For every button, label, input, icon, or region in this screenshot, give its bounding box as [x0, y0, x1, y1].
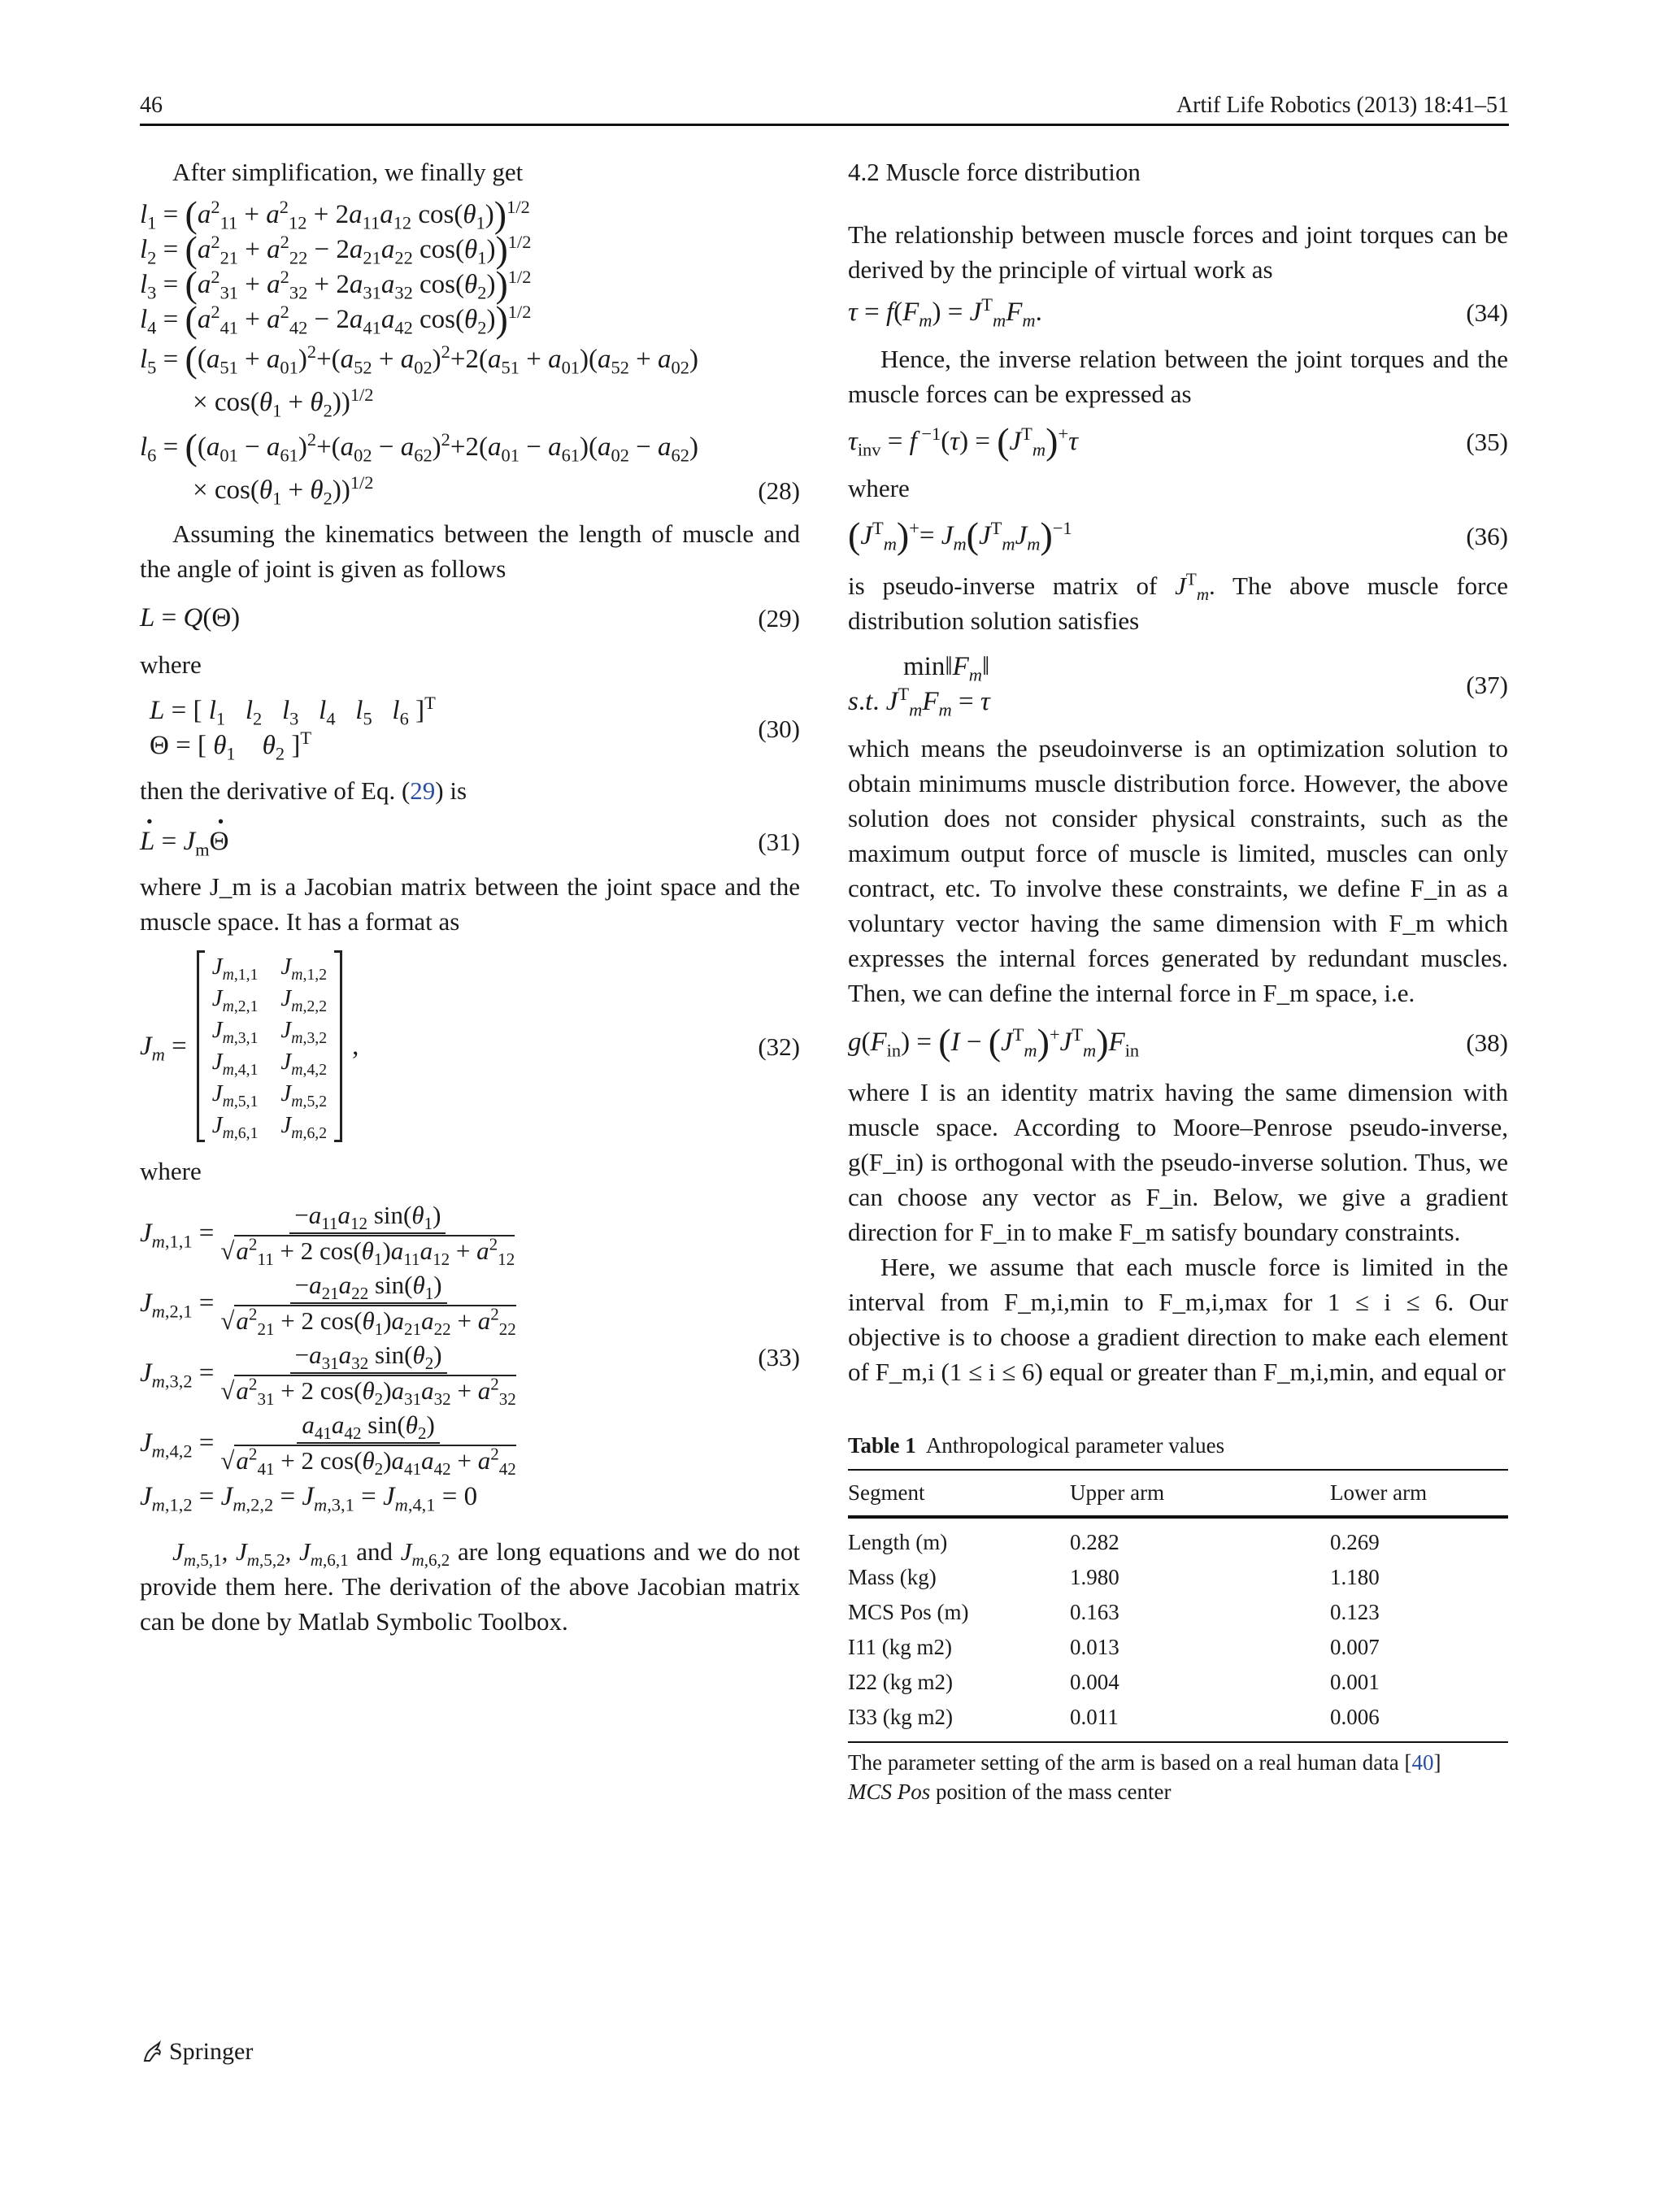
optimization-paragraph: which means the pseudoinverse is an optimization solution to obtain minimums muscle distribution force. However, the above solution does not consider physical constraints, such as the maximum output force of muscle is limited, muscles can only contract, etc. To involve these constraints, we define F_in as a voluntary vector having the same dimension with F_m which expresses the internal forces generated by redundant muscles. Then, we can define the internal force in F_m space, i.e. — [848, 734, 1508, 1007]
eq-number-35: (35) — [1466, 428, 1508, 456]
table-row: I33 (kg m2) 0.011 0.006 — [848, 1705, 1380, 1729]
equation-28: $l_1 = (a^2_{11} + a^2_{12} + 2a_{11}a_{12}$ $\cos(\theta_1))^{1/2}$ $l_2 = (a^2_{21} + a^2_{22} - 2a_{21}a_{22}$ $\cos(\theta_1))^{1/2}$ $l_3 = (a^2_{31} + a^2_{32} + 2a_{31}a_{32}$ $\cos(\theta_2))^{1/2}$ $l_4 = (a^2_{41} + a^2_{42} - 2a_{41}a_{42}$ $\cos(\theta_2))^{1/2}$ $l_5 = ((a_{51} + a_{01})^2+(a_{52} + a_{02})^2+2(a_{51} + a_{01})(a_{52} + a_{02})$ × $\cos(\theta_1 + \theta_2))^{1/2}$ $l_6 = ((a_{01} - a_{61})^2+(a_{02} - a_{62})^2+2(a_{01} - a_{61})(a_{02} - a_{62})$ × $\cos(\theta_1 + \theta_2))^{1/2}$ (28) — [140, 193, 800, 509]
table-row: I22 (kg m2) 0.004 0.001 — [848, 1670, 1380, 1694]
table-row: MCS Pos (m) 0.163 0.123 — [848, 1600, 1380, 1624]
parameter-table — [848, 1469, 1508, 1741]
reference-40-link[interactable]: 40 — [1411, 1750, 1434, 1775]
eq-number-33: (33) — [758, 1343, 800, 1371]
eq-number-32: (32) — [758, 1032, 800, 1061]
eq-number-28: (28) — [758, 476, 800, 505]
eq-number-29: (29) — [758, 604, 800, 632]
long-equations-paragraph: $J_{m,5,1}$, $J_{m,5,2}$, $J_{m,6,1}$ and $J_{m,6,2}$ are long equations and we do not provide them here. The derivation of the above Jacobian matrix can be done by Matlab Symbolic Toolbox. — [140, 1537, 801, 1636]
table-row: I11 (kg m2) 0.013 0.007 — [848, 1635, 1380, 1659]
section-heading: 4.2 Muscle force distribution — [848, 158, 1141, 186]
kinematics-paragraph: Assuming the kinematics between the length of muscle and the angle of joint is given as follows — [140, 519, 800, 583]
jacobian-matrix: $J_{m,1,1}$ $J_{m,1,2}$ $J_{m,2,1}$ $J_{m,2,2}$ $J_{m,3,1}$ $J_{m,3,2}$ $J_{m,4,1}$ $J_{m,4,2}$ $J_{m,5,1}$ $J_{m,5,2}$ $J_{m,6,1}$ $J_{m,6,2}$ — [197, 950, 342, 1142]
identity-paragraph: where I is an identity matrix having the same dimension with muscle space. According to Moore–Penrose pseudo-inverse, g(F_in) is orthogonal with the pseudo-inverse solution. Thus, we can choose any vector as F_in. Below, we give a gradient direction for F_in to make F_m satisfy boundary constraints. — [848, 1078, 1508, 1246]
equation-32: $J_m$ = $J_{m,1,1}$ $J_{m,1,2}$ $J_{m,2,1}$ $J_{m,2,2}$ $J_{m,3,1}$ $J_{m,3,2}$ $J_{m,4,1}$ $J_{m,4,2}$ $J_{m,5,1}$ $J_{m,5,2}$ $J_{m,6,1}$ $J_{m,6,2}$ , (32) — [140, 950, 800, 1142]
eq-number-34: (34) — [1466, 298, 1508, 327]
where-text-3: where — [848, 474, 910, 502]
springer-horse-icon — [140, 2040, 164, 2064]
relationship-paragraph: The relationship between muscle forces and joint torques can be derived by the principle of virtual work as — [848, 220, 1508, 284]
equation-30: L = [ $l_1$ $l_2$ $l_3$ $l_4$ $l_5$ $l_6$ ]$^T$ Θ = [ $\theta_1$ $\theta_2$ ]$^T$ (30) — [150, 693, 800, 764]
eq-number-38: (38) — [1466, 1028, 1508, 1057]
jacobian-paragraph: where J_m is a Jacobian matrix between the joint space and the muscle space. It has a format as — [140, 872, 800, 936]
table-header-upper-arm: Upper arm — [1069, 1480, 1165, 1505]
right-column — [848, 154, 1508, 1806]
eq-number-30: (30) — [758, 714, 800, 743]
assumption-paragraph: Here, we assume that each muscle force is limited in the interval from F_m,i,min to F_m,i,max for 1 ≤ i ≤ 6. Our objective is to choose a gradient direction to make each element of F_m,i (1 ≤ i ≤ 6) equal or greater than F_m,i,min, and equal or — [848, 1253, 1508, 1386]
table-header-segment: Segment — [848, 1480, 925, 1505]
table-caption: Table 1 Anthropological parameter values — [848, 1433, 1225, 1458]
intro-text: After simplification, we finally get — [172, 158, 524, 186]
equation-38: $g(F_{in}) = (I - (J^T_m)^+J^T_m)F_{in}$ (38) — [848, 1021, 1508, 1063]
equation-29: L = Q(Θ) (29) — [140, 601, 800, 636]
table-1 — [848, 1432, 1508, 1806]
equation-37: $\min‖F_m‖$ s.t. $J^T_mF_m = \tau$ (37) — [848, 652, 1508, 720]
left-column — [140, 154, 800, 1639]
eq-number-36: (36) — [1466, 522, 1508, 550]
eq-29-link[interactable]: 29 — [410, 776, 436, 805]
journal-header: Artif Life Robotics (2013) 18:41–51 — [1176, 93, 1509, 118]
table-row: Mass (kg) 1.980 1.180 — [848, 1565, 1380, 1589]
table-row: Length (m) 0.282 0.269 — [848, 1530, 1380, 1554]
inverse-paragraph: Hence, the inverse relation between the joint torques and the muscle forces can be expressed as — [848, 345, 1508, 408]
equation-36: $(J^T_m)^+= J_m(J^T_mJ_m)^{-1}$ (36) — [848, 515, 1508, 556]
where-text-2: where — [140, 1157, 202, 1185]
page-number: 46 — [140, 93, 163, 118]
equation-31: L · = $J_m\Theta$ · (31) — [140, 824, 800, 859]
header-rule — [140, 124, 1509, 126]
equation-33: $J_{m,1,1}$ = $\frac{-a_{11}a_{12} \sin(\theta_1)}{√a^2_{11} + 2 \cos(\theta_1)a_{11}a_{12} + a^2_{12}}$ $J_{m,2,1}$ = $\frac{-a_{21}a_{22} \sin(\theta_1)}{√a^2_{21} + 2 \cos(\theta_1)a_{21}a_{22} + a^2_{22}}$ $J_{m,3,2}$ = $\frac{-a_{31}a_{32} \sin(\theta_2)}{√a^2_{31} + 2 \cos(\theta_2)a_{31}a_{32} + a^2_{32}}$ $J_{m,4,2}$ = $\frac{a_{41}a_{42} \sin(\theta_2)}{√a^2_{41} + 2 \cos(\theta_2)a_{41}a_{42} + a^2_{42}}$ $J_{m,1,2} = J_{m,2,2} = J_{m,3,1} = J_{m,4,1} = 0$ (33) — [140, 1201, 800, 1515]
springer-logo — [140, 2034, 253, 2069]
pseudo-inverse-paragraph: is pseudo-inverse matrix of $J^T_m$. The above muscle force distribution solution satisfies — [848, 569, 1508, 635]
eq-number-37: (37) — [1466, 670, 1508, 699]
where-text-1: where — [140, 650, 202, 679]
equation-34: $\tau = f(F_m) = J^T_mF_m$. (34) — [848, 294, 1508, 331]
publisher-name: Springer — [169, 2038, 254, 2065]
derivative-paragraph: then the derivative of Eq. (29) is — [140, 776, 467, 805]
equation-35: $\tau_{inv} = f$ $^{-1}(\tau) = (J^T_m)^+\tau$ (35) — [848, 420, 1508, 462]
table-header-lower-arm: Lower arm — [1329, 1480, 1428, 1505]
eq-number-31: (31) — [758, 828, 800, 856]
table-footnote: The parameter setting of the arm is based on a real human data [40] MCS Pos position of the mass center — [848, 1741, 1508, 1806]
